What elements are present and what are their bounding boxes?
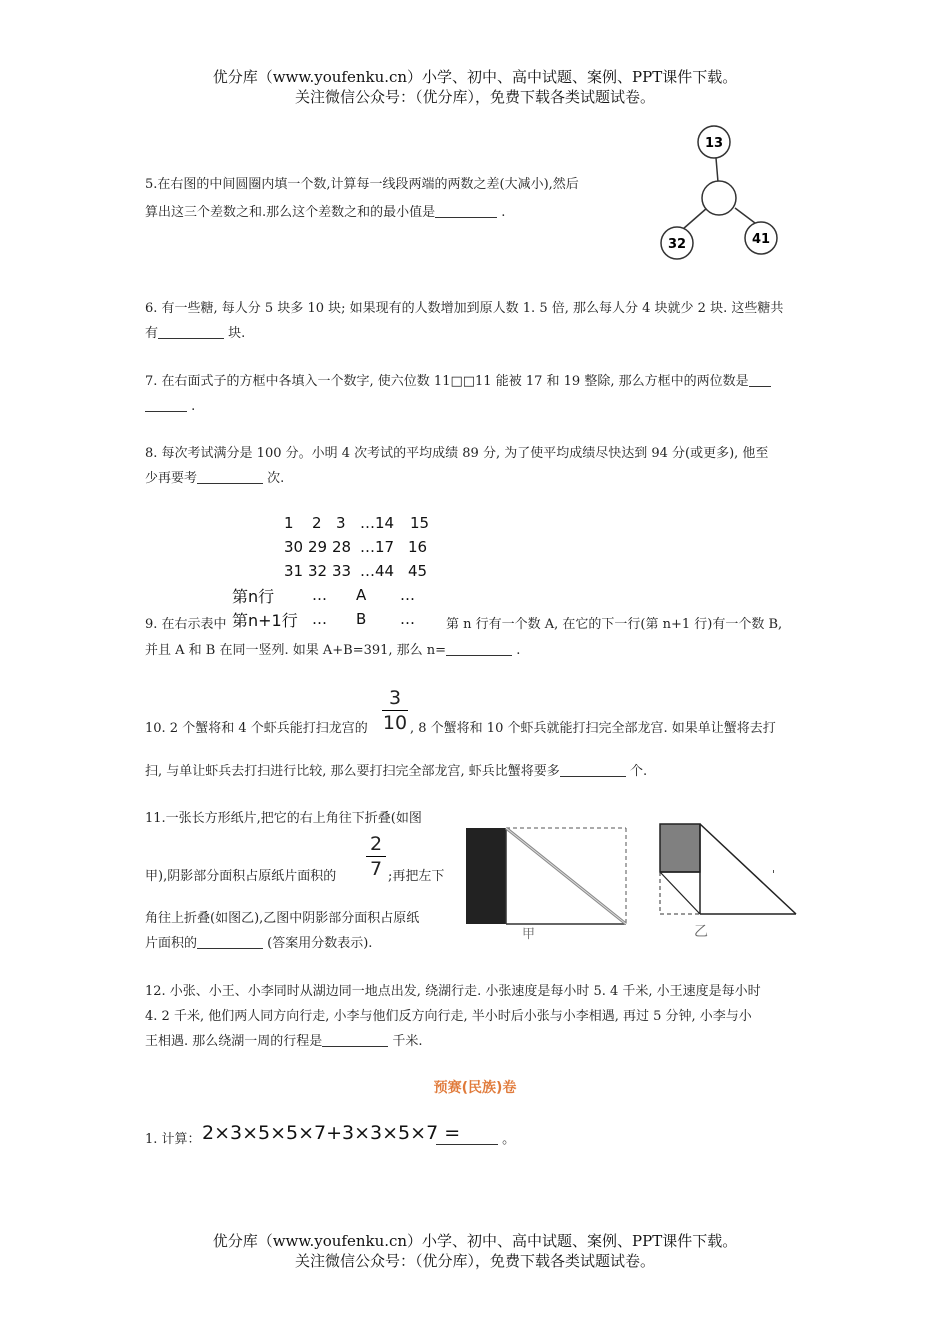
q7-line-1: 7. 在右面式子的方框中各填入一个数字, 使六位数 11□□11 能被 17 和 19 整除, 那么方框中的两位数是 [145, 369, 771, 394]
q11-label-jia: 甲 [522, 927, 536, 942]
q12-line-2: 4. 2 千米, 他们两人同方向行走, 小李与他们反方向行走, 半小时后小张与小李相遇, 再过 5 分钟, 小李与小 [145, 1009, 752, 1024]
q11-label-yi: 乙 [694, 924, 708, 940]
q11-figure-yi [656, 820, 806, 942]
q9-answer-blank [446, 641, 512, 656]
q5-answer-blank [435, 203, 497, 218]
q8-line-1: 8. 每次考试满分是 100 分。小明 4 次考试的平均成绩 89 分, 为了使平均成绩尽快达到 94 分(或更多), 他至 [145, 446, 769, 461]
q7-answer-blank [145, 397, 187, 412]
q9-line-1a: 9. 在右示表中 [145, 617, 227, 632]
q8-answer-blank [197, 469, 263, 484]
p1-expression: 2×3×5×5×7+3×3×5×7 = [202, 1122, 461, 1144]
p1-label: 1. 计算： [145, 1132, 201, 1147]
q5-num-right: 41 [751, 232, 771, 247]
q11-figure-jia [462, 824, 634, 944]
q6-line-2: 有 块. [145, 326, 246, 341]
q10-frac-den: 10 [382, 712, 408, 734]
q11-yi-shaded [660, 824, 700, 872]
q7-line-2: . [145, 394, 195, 419]
q11-jia-shaded [466, 828, 506, 924]
q10-answer-blank [560, 762, 626, 777]
q10-frac-num: 3 [388, 687, 402, 709]
q9-line-2: 并且 A 和 B 在同一竖列. 如果 A+B=391, 那么 n= . [145, 643, 521, 658]
p1-answer: 。 [436, 1127, 515, 1152]
q9-number-table: 1 2 3 …14 15 30 29 28 …17 16 31 32 33 …44 45 第n行 … A … 第n+1行 … B … [232, 514, 430, 630]
header-line-2: 关注微信公众号：（优分库），免费下载各类试题试卷。 [294, 88, 655, 106]
q6-answer-blank [158, 324, 224, 339]
p1-answer-blank [436, 1130, 498, 1145]
q5-num-top: 13 [704, 136, 724, 151]
q6-line-1: 6. 有一些糖, 每人分 5 块多 10 块; 如果现有的人数增加到原人数 1. 5 倍, 那么每人分 4 块就少 2 块. 这些糖共 [145, 301, 784, 316]
q12-answer-blank [322, 1032, 388, 1047]
q10-line-1a: 10. 2 个蟹将和 4 个虾兵能打扫龙宫的 [145, 721, 368, 736]
svg-text:': ' [772, 868, 776, 881]
q5-circle-center [702, 181, 736, 215]
q11-line-2b: ;再把左下 [388, 869, 445, 884]
q11-frac-den: 7 [369, 858, 383, 880]
q10-fraction [382, 688, 408, 733]
footer-line-1: 优分库（www.youfenku.cn）小学、初中、高中试题、案例、PPT课件下载。 [212, 1232, 738, 1250]
footer-line-2: 关注微信公众号：（优分库），免费下载各类试题试卷。 [294, 1252, 655, 1270]
q10-line-2: 扫, 与单让虾兵去打扫进行比较, 那么要打扫完全部龙宫, 虾兵比蟹将要多 个. [145, 764, 648, 779]
q12-line-3: 王相遇. 那么绕湖一周的行程是 千米. [145, 1034, 423, 1049]
q5-line-1: 5.在右图的中间圆圈内填一个数,计算每一线段两端的两数之差(大减小),然后 [145, 177, 579, 192]
header-line-1: 优分库（www.youfenku.cn）小学、初中、高中试题、案例、PPT课件下载。 [212, 68, 738, 86]
q12-line-1: 12. 小张、小王、小李同时从湖边同一地点出发, 绕湖行走. 小张速度是每小时 5. 4 千米, 小王速度是每小时 [145, 984, 761, 999]
q8-line-2: 少再要考 次. [145, 471, 285, 486]
q11-fraction [366, 834, 386, 879]
q5-circle-diagram [655, 125, 790, 260]
q5-line-2: 算出这三个差数之和.那么这个差数之和的最小值是 . [145, 205, 506, 220]
q10-line-1b: , 8 个蟹将和 10 个虾兵就能打扫完全部龙宫. 如果单让蟹将去打 [410, 721, 776, 736]
q11-answer-blank [197, 934, 263, 949]
q5-num-left: 32 [667, 237, 687, 252]
q11-line-2a: 甲),阴影部分面积占原纸片面积的 [145, 869, 337, 884]
section-title: 预赛(民族)卷 [433, 1080, 517, 1096]
q11-line-3: 角往上折叠(如图乙),乙图中阴影部分面积占原纸 [145, 911, 420, 926]
q9-line-1b: 第 n 行有一个数 A, 在它的下一行(第 n+1 行)有一个数 B, [446, 617, 783, 632]
q11-frac-num: 2 [369, 833, 383, 855]
q11-line-4: 片面积的 (答案用分数表示). [145, 936, 373, 951]
q11-line-1: 11.一张长方形纸片,把它的右上角往下折叠(如图 [145, 811, 422, 826]
